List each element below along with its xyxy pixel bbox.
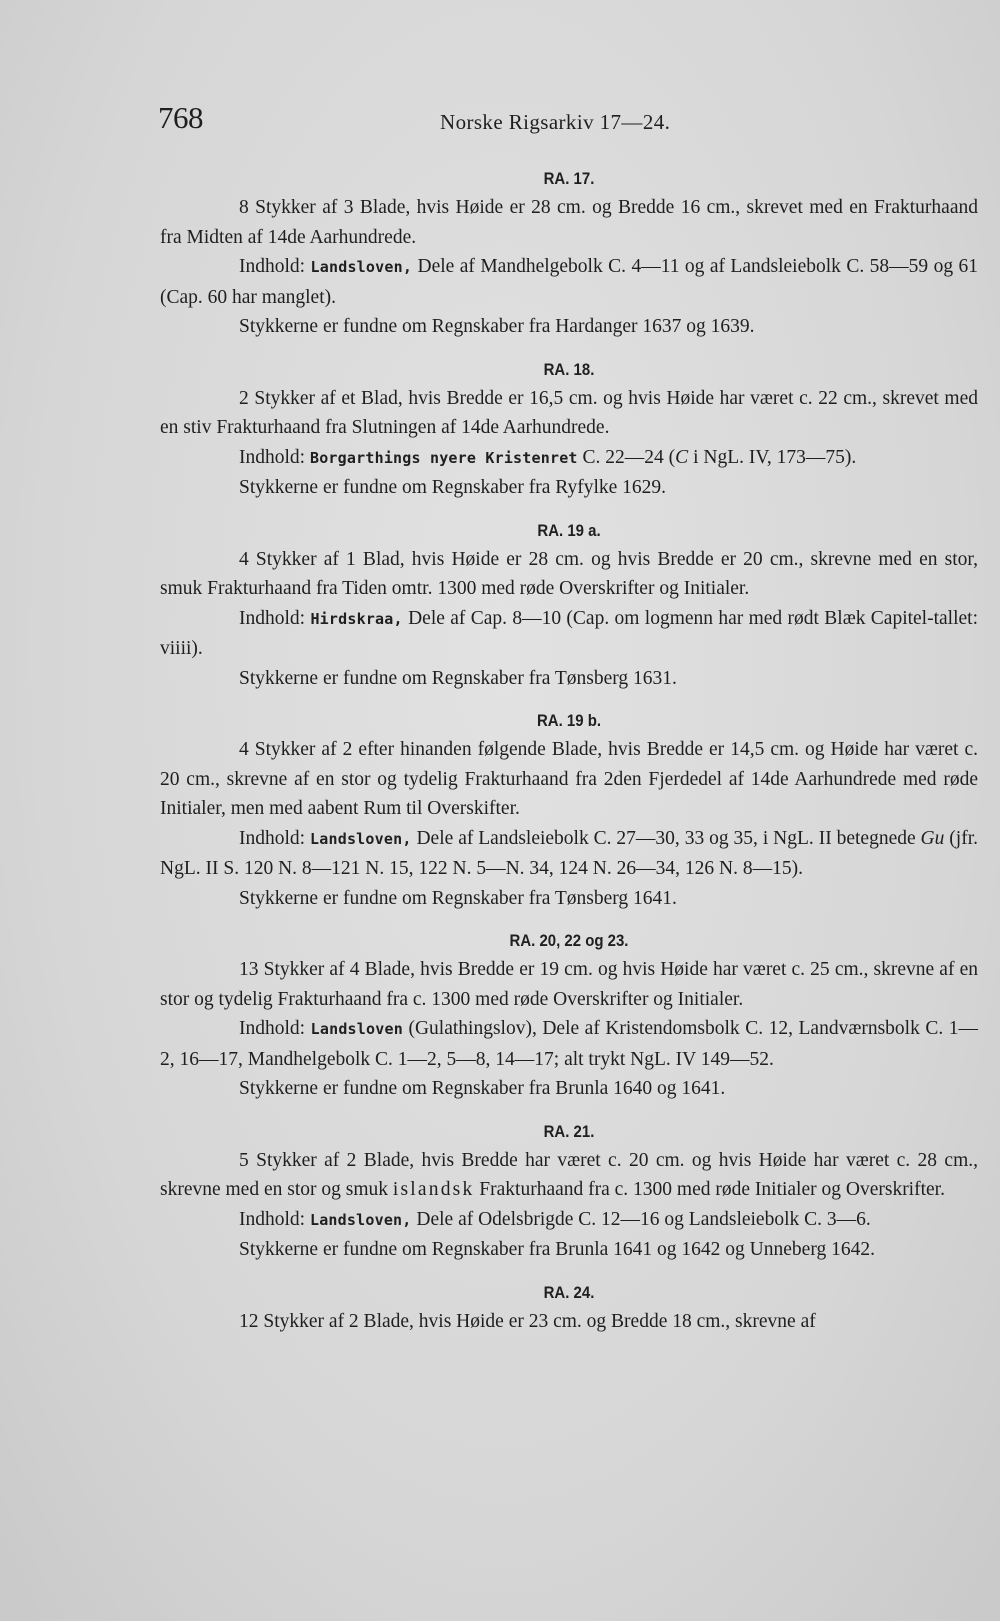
page-number: 768 [158,100,203,135]
section-heading: RA. 21. [543,1121,595,1141]
section-ra-20-22-23 [160,927,978,1104]
content-label: Indhold: [239,1018,306,1039]
content-italic: Gu [920,827,945,849]
content-italic: C [675,446,689,468]
section-description [160,1146,978,1205]
section-content [160,1205,978,1236]
content-title: Hirdskraa, [310,609,403,628]
content-rest: i NgL. IV, 173—75). [688,446,857,468]
section-content [160,604,978,664]
section-ra-19b [160,707,978,913]
section-heading: RA. 20, 22 og 23. [509,931,629,950]
content-rest: C. 22—24 ( [577,446,676,468]
section-ra-17 [160,165,978,342]
description-part: 5 Stykker af 2 Blade, hvis Bredde har været c. 20 cm. og hvis Høide har været c. 28 cm., skrevne med en stor og smuk [160,1149,978,1200]
section-ra-19a [160,517,978,694]
section-description: 12 Stykker af 2 Blade, hvis Høide er 23 cm. og Bredde 18 cm., skrevne af [239,1310,816,1332]
content-rest: Dele af Mandhelgebolk C. 4—11 og af Landsleiebolk C. 58—59 og 61 (Cap. 60 har manglet). [160,256,978,308]
section-provenance: Stykkerne er fundne om Regnskaber fra Hardanger 1637 og 1639. [239,316,755,337]
section-heading: RA. 24. [543,1282,595,1302]
content-title: Landsloven, [309,1210,412,1229]
content-title: Borgarthings nyere Kristenret [309,448,578,467]
running-title: Norske Rigsarkiv 17—24. [440,110,671,134]
running-head [158,100,838,140]
section-heading: RA. 17. [543,169,595,188]
content-title: Landsloven, [310,258,413,276]
section-description: 4 Stykker af 2 efter hinanden følgende Blade, hvis Bredde er 14,5 cm. og Høide har været c. 20 cm., skrevne af en stor og tydelig Frakturhaand fra 2den Fjerdedel af 14de Aarhundrede med røde Initialer, men med aabent Rum til Overskifter. [160,739,978,819]
section-content [160,824,978,884]
section-description: 13 Stykker af 4 Blade, hvis Bredde er 19 cm. og hvis Høide har været c. 25 cm., skrevne af en stor og tydelig Frakturhaand fra c. 1300 med røde Overskrifter og Initialer. [160,959,978,1010]
section-description: 2 Stykker af et Blad, hvis Bredde er 16,5 cm. og hvis Høide har været c. 22 cm., skrevet med en stiv Frakturhaand fra Slutningen af 14de Aarhundrede. [160,387,978,438]
section-description: 8 Stykker af 3 Blade, hvis Høide er 28 cm. og Bredde 16 cm., skrevet med en Frakturhaand fra Midten af 14de Aarhundrede. [160,197,978,248]
section-content [160,252,978,312]
section-ra-21 [160,1118,978,1265]
description-spaced-word: islandsk [392,1179,475,1200]
section-ra-18 [160,356,978,503]
content-label: Indhold: [239,446,306,468]
section-provenance: Stykkerne er fundne om Regnskaber fra Ryfylke 1629. [239,477,667,498]
content-label: Indhold: [239,256,306,277]
section-content [160,1014,978,1074]
content-title: Landsloven [310,1020,403,1038]
content-rest: (Gulathingslov), Dele af Kristendomsbolk C. 12, Landværnsbolk C. 1—2, 16—17, Mandhelgebolk C. 1—2, 5—8, 14—17; alt trykt NgL. IV 149—52. [160,1018,979,1070]
description-part: Frakturhaand fra c. 1300 med røde Initialer og Overskrifter. [474,1179,945,1200]
content-label: Indhold: [239,607,306,629]
content-title: Landsloven, [310,829,412,848]
content-rest: (jfr. NgL. II S. 120 N. 8—121 N. 15, 122 N. 5—N. 34, 124 N. 26—34, 126 N. 8—15). [160,827,979,879]
content-label: Indhold: [239,1208,306,1230]
content-label: Indhold: [239,827,306,849]
section-provenance: Stykkerne er fundne om Regnskaber fra Brunla 1640 og 1641. [239,1078,726,1099]
section-content [160,443,978,474]
section-ra-24 [160,1279,978,1337]
section-heading: RA. 19 a. [537,520,601,540]
page-body [160,165,978,1336]
section-provenance: Stykkerne er fundne om Regnskaber fra Tønsberg 1631. [239,667,677,689]
section-provenance: Stykkerne er fundne om Regnskaber fra Tønsberg 1641. [239,887,677,909]
content-rest: Dele af Landsleiebolk C. 27—30, 33 og 35, i NgL. II betegnede [411,827,921,849]
section-heading: RA. 19 b. [536,711,602,730]
content-rest: Dele af Odelsbrigde C. 12—16 og Landsleiebolk C. 3—6. [411,1208,871,1230]
content-rest: Dele af Cap. 8—10 (Cap. om logmenn har med rødt Blæk Capitel-tallet: viiii). [160,607,978,659]
section-heading: RA. 18. [543,359,595,379]
section-provenance: Stykkerne er fundne om Regnskaber fra Brunla 1641 og 1642 og Unneberg 1642. [239,1239,875,1260]
section-description: 4 Stykker af 1 Blad, hvis Høide er 28 cm. og hvis Bredde er 20 cm., skrevne med en stor, smuk Frakturhaand fra Tiden omtr. 1300 med røde Overskrifter og Initialer. [160,548,978,599]
